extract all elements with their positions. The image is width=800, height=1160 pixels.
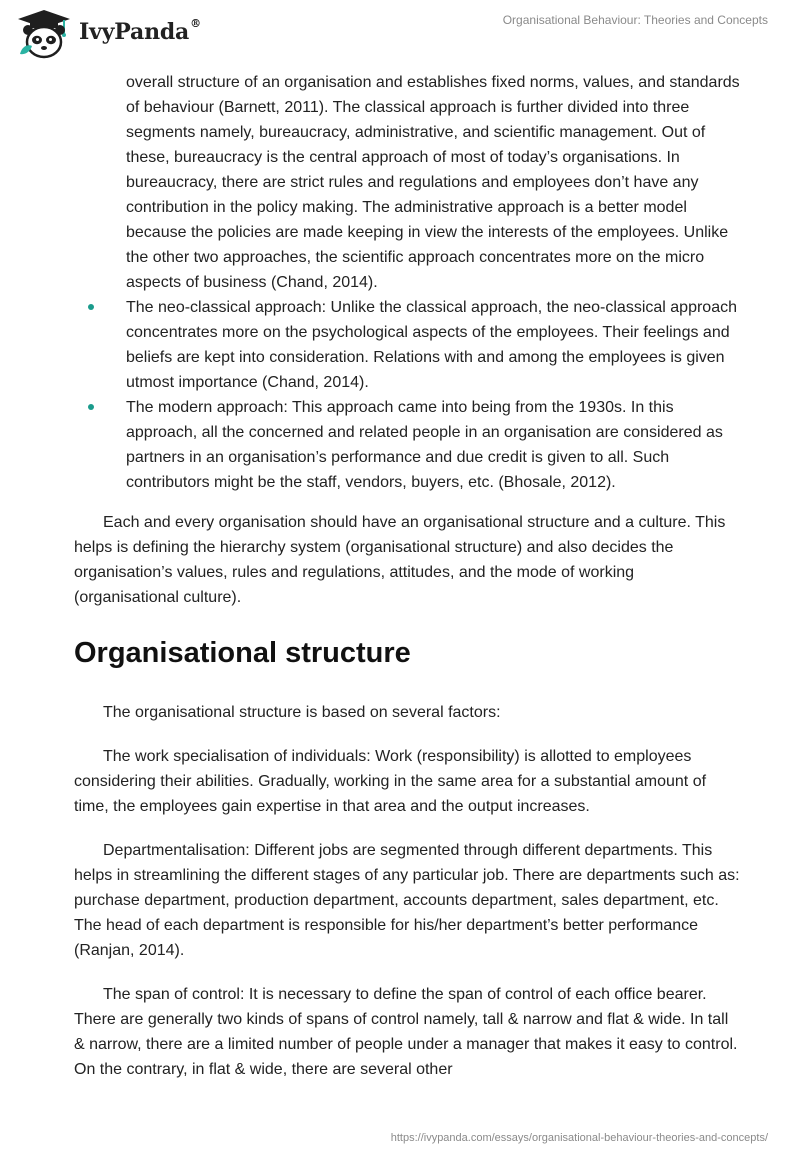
list-item: The neo-classical approach: Unlike the classical approach, the neo-classical approach concentrates more on the psychological aspects of the employees. Their feelings and beliefs are kept into consideration. Relations with and among the employees is given utmost importance (Chand, 2014). [0,295,800,395]
paragraph: The work specialisation of individuals: Work (responsibility) is allotted to employees considering their abilities. Gradually, working in the same area for a substantial amount of time, the employees gain expertise in that area and the output increases. [74,748,707,815]
paragraph: Each and every organisation should have an organisational structure and a culture. This helps is defining the hierarchy system (organisational structure) and also decides the organisation’s values, rules and regulations, attitudes, and the mode of working (organisational culture). [74,514,726,606]
paragraph: The span of control: It is necessary to define the span of control of each office bearer. There are generally two kinds of spans of control namely, tall & narrow and flat & wide. In tall & narrow, there are a limited number of people under a manager that makes it easy to control. On the contrary, in flat & wide, there are several other [74,986,738,1078]
section-heading: Organisational structure [74,637,411,669]
essay-content [0,70,800,1082]
page-header [0,0,800,70]
list-item: overall structure of an organisation and establishes fixed norms, values, and standards of behaviour (Barnett, 2011). The classical approach is further divided into three segments namely, bureaucracy, administrative, and scientific management. Out of these, bureaucracy is the central approach of most of today’s organisations. In bureaucracy, there are strict rules and regulations and employees don’t have any contribution in the policy making. The administrative approach is a better model because the policies are made keeping in view the interests of the employees. Unlike the other two approaches, the scientific approach concentrates more on the micro aspects of business (Chand, 2014). [126,74,740,291]
document-title: Organisational Behaviour: Theories and Concepts [502,13,768,27]
list-item: The modern approach: This approach came into being from the 1930s. In this approach, all the concerned and related people in an organisation are considered as partners in an organisation’s performance and due credit is given to all. Such contributors might be the staff, vendors, buyers, etc. (Bhosale, 2012). [0,395,800,495]
approaches-list [0,70,800,495]
source-url-link[interactable]: https://ivypanda.com/essays/organisational-behaviour-theories-and-concepts/ [390,1132,768,1144]
paragraph: Departmentalisation: Different jobs are segmented through different departments. This helps in streamlining the different stages of any particular job. There are departments such as: purchase department, production department, accounts department, sales department, etc. The head of each department is responsible for his/her department’s better performance (Ranjan, 2014). [74,842,740,959]
paragraph: The organisational structure is based on several factors: [103,704,501,721]
brand-name[interactable]: IvyPanda® [79,17,201,45]
ivypanda-logo-icon[interactable] [14,8,74,60]
